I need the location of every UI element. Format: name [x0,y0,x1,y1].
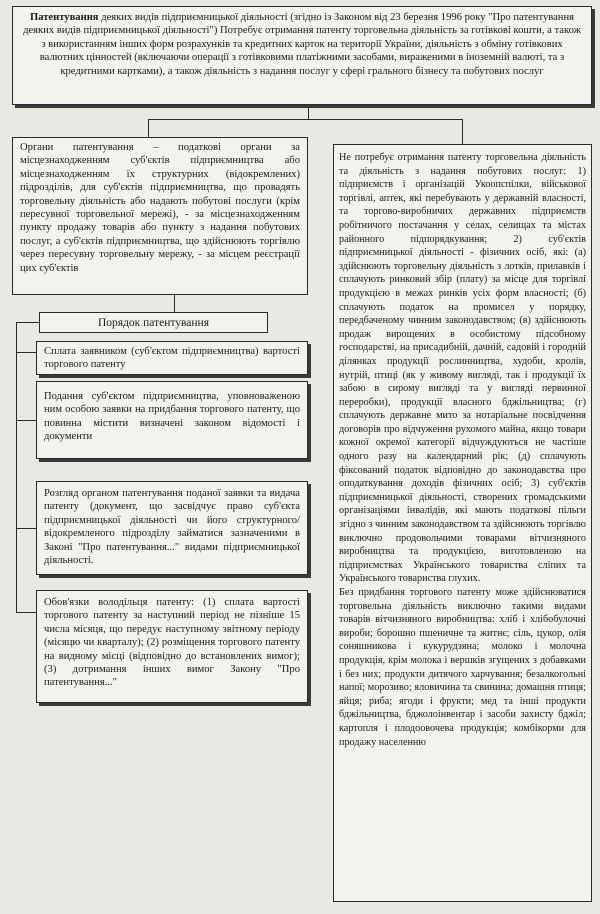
connector-right-drop [462,119,463,144]
connector-step-2 [16,420,36,421]
connector-step-1 [16,352,36,353]
patenting-definition-text: деяких видів підприємницької діяльності (згідно із Законом від 23 березня 1996 року "Про патентування деяких видів підприємницької діяльності") Потребує отримання патенту торговельна діяльність за готівкові кошти, а також з використанням інших форм розрахунків та кредитних карток на території України, діяльність з обміну готівкових валютних цінностей (включаючи операції з готівковими платіжними засобами, вираженими в іноземній валюті, та з кредитними картками), а також діяльність з надання послуг у сфері грального бізнесу та побутових послуг [23,12,581,77]
procedure-step-1-text: Сплата заявником (суб'єктом підприємництва) вартості торгового патенту [44,346,300,371]
patenting-organs-text: Органи патентування – податкові органи за місцезнаходженням суб'єктів підприємництва або місцезнаходженням їх структурних (відокремлених) підрозділів, для суб'єктів підприємництва, що провадять торговельну діяльність або надають побутові послуги (крім пересувної торговельної мережі), - за місцезнаходженням пункту продажу товарів або пункту з надання побутових послуг, а суб'єктів підприємництва, що здійснюють торгівлю через пересувну торговельну мережу, - за місцем реєстрації цих суб'єктів [20,142,300,274]
procedure-step-4-text: Обов'язки володільця патенту: (1) сплата вартості торгового патенту за наступний період не пізніше 15 числа місяця, що передує наступному звітному періоду (місяцю чи кварталу); (2) розміщення торгового патенту на видному місці (відповідно до встановлених вимог); (3) дотримання інших вимог Закону "Про патентування..." [44,597,300,689]
procedure-step-2 [36,381,308,459]
connector-step-3 [16,528,36,529]
procedure-step-1 [36,341,308,375]
procedure-step-3-text: Розгляд органом патентування поданої заявки та видача патенту (документ, що засвідчує право суб'єкта підприємницької діяльності чи його структурного/відокремленого підрозділу займатися зазначеними в Законі "Про патентування..." видами підприємницької діяльності. [44,488,300,567]
connector-procedure-head-left [16,322,39,323]
procedure-header: Порядок патентування [97,317,209,329]
exemptions-goods-text: Без придбання торгового патенту може здійснюватися торговельна діяльність виключно такими видами товарів вітчизняного виробництва: хліб і хлібобулочні вироби; борошно пшеничне та житнє; сіль, цукор, олія соняшникова і кукурудзяна; молоко і молочна продукція, крім молока і вершків згущених з добавками і без них; продукти дитячого харчування; безалкогольні напої; морозиво; яловичина та свинина; домашня птиця; яйця; риба; ягоди і фрукти; мед та інші продукти бджільництва, бджолоінвентар і засоби захисту бджіл; картопля і плодоовочева продукція; комбікорми для продажу населенню [339,587,586,748]
exemptions-text: Не потребує отримання патенту торговельна діяльність та діяльність з надання побутових послуг: 1) підприємств і організацій Укоопспілки, військової торгівлі, аптек, які перебувають у державній власності, та торгово-виробничих державних підприємств робітничого постачання у селах, селищах та містах районного підпорядкування; 2) суб'єктів підприємницької діяльності - фізичних осіб, які: (а) здійснюють торговельну діяльність з лотків, прилавків і сплачують ринковий збір (плату) за місце для торгівлі продукцією в межах ринків усіх форм власності; (б) сплачують податок на промисел у порядку, передбаченому чинним законодавством; (в) здійснюють продаж вирощених в особистому підсобному господарстві, на присадибній, дачній, садовій і городній ділянках продукції рослинництва, худоби, кролів, нутрій, птиці (як у живому вигляді, так і продукції їх забою в сирому вигляді та у вигляді первинної переробки), продукції власного бджільництва; (г) сплачують державне мито за нотаріальне посвідчення договорів про відчуження рухомого майна, якщо товари кожної окремої категорії відчуждуються не частіше одного разу на календарний рік; (д) сплачують фіксований податок відповідно до законодавства про оподаткування доходів фізичних осіб; 3) суб'єктів підприємницької діяльності, створених громадськими організаціями інвалідів, які мають податкові пільги згідно з чинним законодавством та здійснюють торгівлю виключно продовольчими товарами вітчизняного виробництва та продукцією, виготовленою на підприємствах Українського товариства сліпих та Українського товариства глухих. [339,152,586,585]
connector-procedure-spine [16,322,17,612]
connector-horizontal [148,119,463,120]
connector-top-stem [308,105,309,119]
procedure-step-4 [36,590,308,703]
patenting-title: Патентування [29,12,99,23]
procedure-step-2-text: Подання суб'єктом підприємництва, уповноваженою ним особою заявки на придбання торгового патенту, що повинна містити визначені законом відомості і документи [44,391,300,443]
procedure-step-3 [36,481,308,575]
patent-exemptions-box [333,144,592,902]
patenting-organs-box [12,137,308,295]
procedure-header-box [39,312,268,333]
connector-left-drop [148,119,149,137]
connector-step-4 [16,612,36,613]
patenting-definition-box [12,6,592,105]
connector-organs-to-procedure [174,295,175,312]
